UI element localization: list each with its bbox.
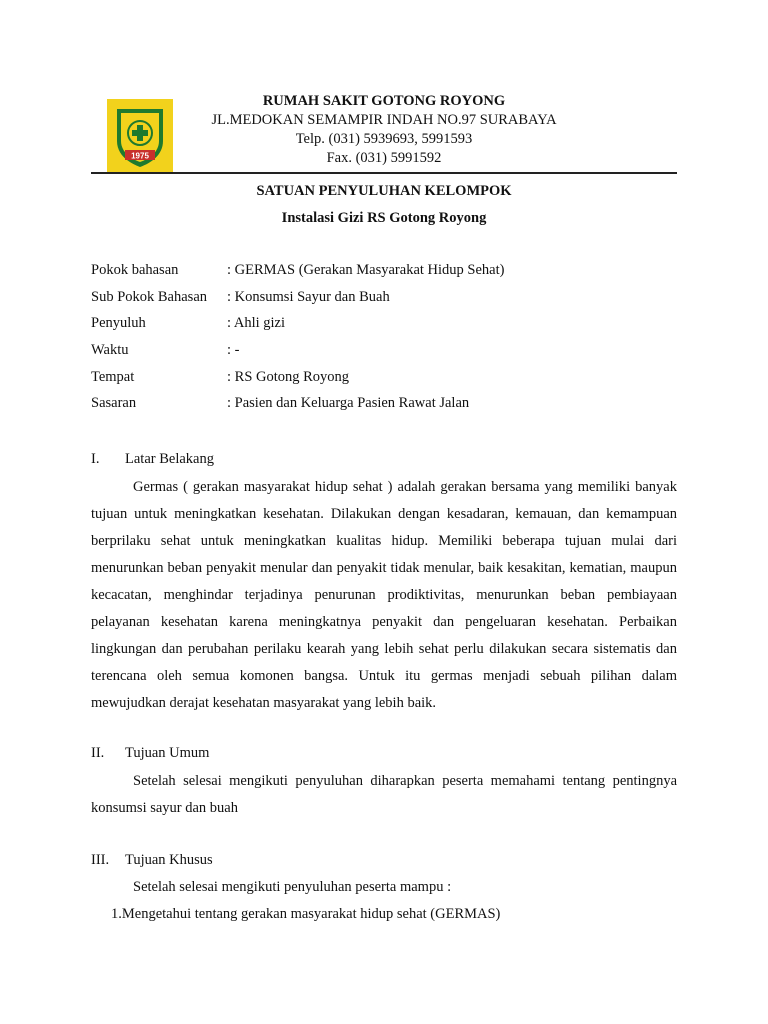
document-title: SATUAN PENYULUHAN KELOMPOK: [256, 183, 512, 199]
hospital-logo: [107, 99, 173, 173]
meta-key: Pokok bahasan: [91, 262, 179, 278]
meta-key: Tempat: [91, 368, 135, 385]
hospital-name: RUMAH SAKIT GOTONG ROYONG: [262, 93, 506, 109]
section-number: III.: [91, 852, 110, 868]
meta-table: [91, 262, 504, 422]
section-intro-khusus: Setelah selesai mengikuti penyuluhan peserta mampu :: [133, 879, 452, 895]
document-subtitle: Instalasi Gizi RS Gotong Royong: [281, 210, 487, 226]
hospital-fax: Fax. (031) 5991592: [326, 150, 442, 166]
meta-row: [91, 262, 504, 289]
meta-key: Waktu: [91, 342, 129, 359]
logo-year: 1975: [131, 151, 149, 161]
meta-row: [91, 395, 504, 422]
section-title: Latar Belakang: [125, 451, 214, 467]
section-number: I.: [91, 451, 100, 467]
section-heading-khusus: [91, 852, 213, 869]
letterhead-divider: [91, 172, 677, 174]
list-item: 1.Mengetahui tentang gerakan masyarakat hidup sehat (GERMAS): [111, 906, 501, 922]
meta-value: : Konsumsi Sayur dan Buah: [227, 288, 390, 305]
hospital-address: JL.MEDOKAN SEMAMPIR INDAH NO.97 SURABAYA: [211, 112, 557, 128]
section-heading-latar: [91, 451, 214, 468]
meta-row: [91, 369, 504, 396]
section-title: Tujuan Umum: [125, 745, 210, 761]
meta-value: : Pasien dan Keluarga Pasien Rawat Jalan: [227, 395, 470, 412]
meta-value: : Ahli gizi: [227, 315, 285, 332]
meta-value: : -: [227, 342, 240, 359]
meta-row: [91, 342, 504, 369]
section-heading-umum: [91, 745, 209, 762]
section-body-latar: Germas ( gerakan masyarakat hidup sehat ) adalah gerakan bersama yang memiliki banyak tujuan untuk meningkatkan kesehatan. Dilakukan dengan kesadaran, kemauan, dan kemampuan berprilaku sehat untuk meningkatkan kualitas hidup. Memiliki beberapa tujuan mulai dari menurunkan beban penyakit menular dan penyakit tidak menular, baik kesakitan, kematian, maupun kecacatan, menghindar terjadinya penurunan prodiktivitas, menurunkan beban pembiayaan pelayanan kesehatan karena meningkatnya penyakit dan pengeluaran kesehatan. Perbaikan lingkungan dan perubahan perilaku kearah yang lebih sehat perlu dilakukan secara sistematis dan terencana oleh semua komonen bangsa. Untuk itu germas menjadi sebuah pilihan dalam mewujudkan derajat kesehatan masyarakat yang lebih baik.: [91, 479, 677, 711]
meta-value: : GERMAS (Gerakan Masyarakat Hidup Sehat): [227, 262, 505, 278]
section-title: Tujuan Khusus: [125, 852, 213, 868]
meta-key: Penyuluh: [91, 315, 146, 332]
section-body-umum: Setelah selesai mengikuti penyuluhan diharapkan peserta memahami tentang pentingnya konsumsi sayur dan buah: [91, 773, 677, 816]
section-number: II.: [91, 745, 105, 761]
meta-row: [91, 315, 504, 342]
meta-key: Sub Pokok Bahasan: [91, 288, 207, 305]
meta-key: Sasaran: [91, 395, 137, 412]
meta-value: : RS Gotong Royong: [227, 368, 350, 385]
letterhead: [180, 92, 588, 168]
hospital-telp: Telp. (031) 5939693, 5991593: [295, 131, 473, 147]
meta-row: [91, 289, 504, 316]
